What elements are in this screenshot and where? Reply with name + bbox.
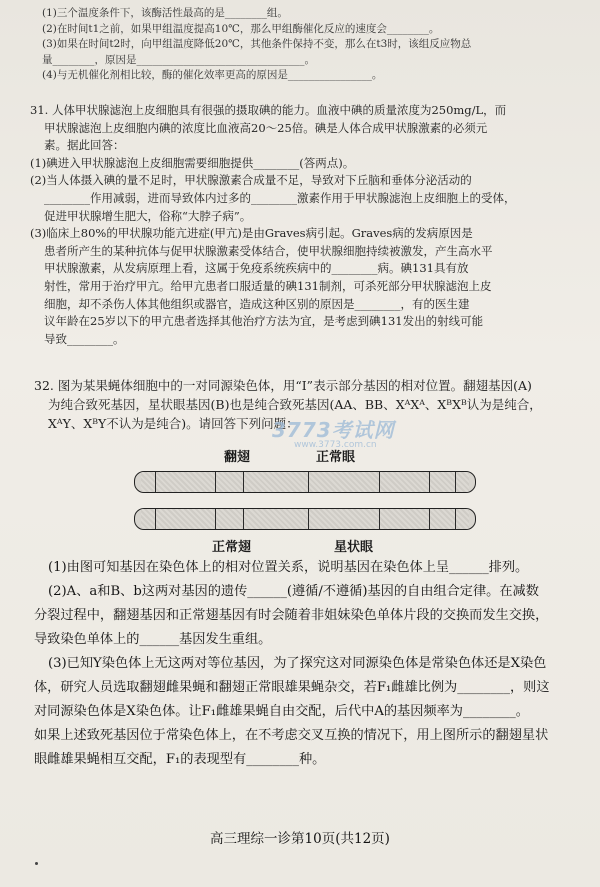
- q32-line: XᴬY、XᴮY不认为是纯合)。请回答下列问题：: [48, 416, 299, 431]
- gene-band: [429, 509, 430, 529]
- q30-continuation: [42, 6, 562, 84]
- q31-line: 导致________。: [44, 331, 125, 346]
- question-32-parts: [34, 556, 574, 772]
- q31-line: 甲状腺激素，从发病原理上看，这属于免疫系统疾病中的________病。碘131具有放: [44, 261, 469, 276]
- q32-part-line: 如果上述致死基因位于常染色体上，在不考虑交叉互换的情况下，用上图所示的翻翅星状: [34, 728, 549, 743]
- gene-band: [455, 509, 456, 529]
- watermark-text: 3773考试网: [272, 418, 395, 442]
- q32-part-line: 眼雌雄果蝇相互交配，F₁的表现型有________种。: [34, 752, 326, 767]
- chromosome-diagram: [0, 446, 600, 556]
- chromosome-bottom: [134, 508, 476, 530]
- q32-part-line: 对同源染色体是X染色体。让F₁雌雄果蝇自由交配，后代中A的基因频率为________。: [34, 704, 529, 719]
- q30-line: (1)三个温度条件下，该酶活性最高的是________组。: [42, 7, 288, 19]
- q32-part-line: (2)A、a和B、b这两对基因的遗传______(遵循/不遵循)基因的自由组合定律。在减数: [48, 584, 539, 599]
- q31-line: 31. 人体甲状腺滤泡上皮细胞具有很强的摄取碘的能力。血液中碘的质量浓度为250mg/L，而: [30, 103, 507, 117]
- q31-line: 素。据此回答：: [44, 138, 125, 153]
- q31-line: 细胞，却不杀伤人体其他组织或器官，造成这种区别的原因是________，有的医生建: [44, 296, 470, 311]
- gene-band: [455, 472, 456, 492]
- gene-band: [429, 472, 430, 492]
- q32-part-line: 导致染色单体上的______基因发生重组。: [34, 632, 272, 647]
- q31-line: 患者所产生的某种抗体与促甲状腺激素受体结合，使甲状腺细胞持续被激发，产生高水平: [44, 243, 493, 258]
- q31-line: (2)当人体摄入碘的量不足时，甲状腺激素合成量不足，导致对下丘脑和垂体分泌活动的: [30, 173, 472, 188]
- gene-band-b-locus: [379, 509, 380, 529]
- q30-line: 量________，原因是________________________________。: [42, 53, 315, 66]
- q32-part-line: (1)由图可知基因在染色体上的相对位置关系，说明基因在染色体上呈______排列。: [48, 560, 529, 575]
- q31-line: 议年龄在25岁以下的甲亢患者选择其他治疗方法为宜，是考虑到碘131发出的射线可能: [44, 314, 484, 329]
- q31-line: 促进甲状腺增生肥大，俗称“大脖子病”。: [44, 208, 252, 223]
- q30-line: (4)与无机催化剂相比较，酶的催化效率更高的原因是________________。: [42, 69, 383, 81]
- q30-line: (2)在时间t1之前，如果甲组温度提高10℃，那么甲组酶催化反应的速度会________。: [42, 22, 440, 35]
- q30-line: (3)如果在时间t2时，向甲组温度降低20℃，其他条件保持不变，那么在t3时，该组反应物总: [42, 38, 472, 50]
- q32-part-line: 体，研究人员选取翻翅雌果蝇和翻翅正常眼雄果蝇杂交，若F₁雌雄比例为________，则这: [34, 680, 550, 695]
- gene-band: [308, 509, 309, 529]
- gene-band-b-locus: [379, 472, 380, 492]
- q31-line: (3)临床上80%的甲状腺功能亢进症(甲亢)是由Graves病引起。Graves病的发病原因是: [30, 226, 473, 241]
- label-normal-wing: 正常翅: [212, 540, 252, 555]
- gene-band: [155, 509, 156, 529]
- q32-part-line: (3)已知Y染色体上无这两对等位基因，为了探究这对同源染色体是常染色体还是X染色: [48, 656, 547, 671]
- gene-band: [155, 472, 156, 492]
- label-star-eye: 星状眼: [334, 540, 374, 555]
- q32-line: 32. 图为某果蝇体细胞中的一对同源染色体，用“Ⅰ”表示部分基因的相对位置。翻翅基因(A): [34, 378, 532, 393]
- q32-part-line: 分裂过程中，翻翅基因和正常翅基因有时会随着非姐妹染色单体片段的交换而发生交换，: [34, 608, 549, 623]
- label-normal-eye: 正常眼: [316, 450, 356, 465]
- stray-mark: [35, 862, 38, 865]
- gene-band-a-locus: [243, 472, 244, 492]
- chromosome-fill: [141, 509, 469, 529]
- q32-line: 为纯合致死基因，星状眼基因(B)也是纯合致死基因(AA、BB、XᴬXᴬ、XᴮXᴮ认为是纯合，: [48, 397, 542, 412]
- q31-line: 射性，常用于治疗甲亢。给甲亢患者口服适量的碘131制剂，可杀死部分甲状腺滤泡上皮: [44, 278, 492, 293]
- gene-band-a-locus: [243, 509, 244, 529]
- page-footer: 高三理综一诊第10页(共12页): [210, 831, 390, 847]
- chromosome-top: [134, 471, 476, 493]
- gene-band: [215, 472, 216, 492]
- gene-band: [308, 472, 309, 492]
- chromosome-fill: [141, 472, 469, 492]
- label-curly-wing: 翻翅: [224, 450, 251, 465]
- q31-line: ________作用减弱，进而导致体内过多的________激素作用于甲状腺滤泡上皮细胞上的受体，: [44, 190, 516, 205]
- question-31: [30, 102, 560, 348]
- q31-line: (1)碘进入甲状腺滤泡上皮细胞需要细胞提供________(答两点)。: [30, 155, 355, 170]
- q31-line: 甲状腺滤泡上皮细胞内碘的浓度比血液高20～25倍。碘是人体合成甲状腺激素的必须元: [44, 120, 488, 135]
- gene-band: [215, 509, 216, 529]
- watermark-url: www.3773.com.cn: [294, 440, 377, 450]
- watermark-logo: [272, 414, 395, 450]
